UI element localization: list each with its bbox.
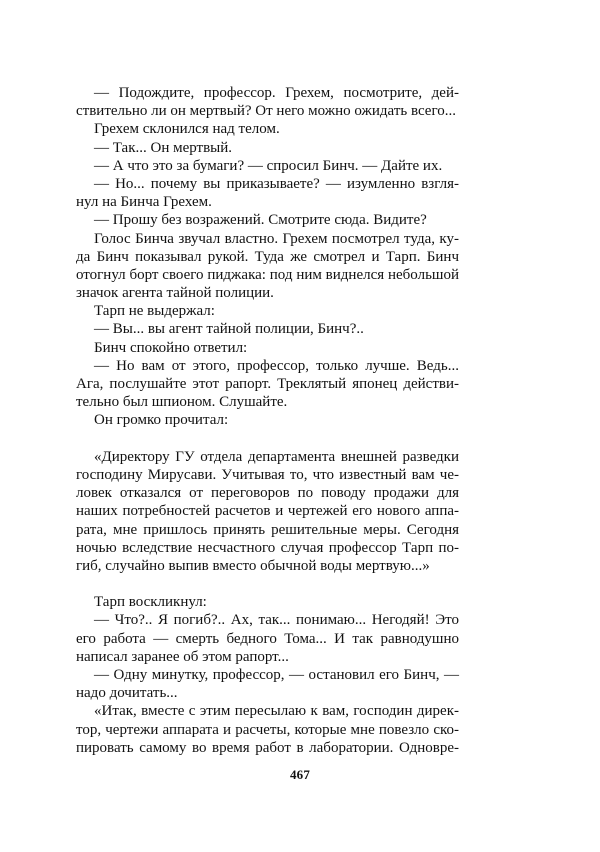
text-line: — Вы... вы агент тайной полиции, Бинч?.. — [94, 321, 364, 338]
text-line: Тарп воскликнул: — [94, 594, 207, 611]
text-line: — Одну минутку, профессор, — остановил его Бинч, — — [94, 667, 459, 683]
text-line: Тарп не выдержал: — [94, 303, 215, 320]
text-line: его работа — смерть бедного Тома... И так равнодушно — [76, 630, 459, 647]
text-line: да Бинч показывал рукой. Туда же смотрел и Тарп. Бинч — [76, 248, 459, 265]
text-line: нул на Бинча Грехем. — [76, 194, 212, 211]
text-line: — Но вам от этого, профессор, только лучше. Ведь... — [94, 357, 459, 374]
text-line: «Директору ГУ отдела департамента внешней разведки — [94, 448, 459, 465]
blank-line — [76, 575, 459, 593]
text-line: написал заранее об этом рапорт... — [76, 648, 289, 665]
text-line: Он громко прочитал: — [94, 412, 229, 429]
text-line: гиб, случайно выпив вместо обычной воды мертвую...» — [76, 557, 430, 574]
text-line: ночью вследствие несчастного случая профессор Тарп по- — [76, 539, 459, 556]
text-line: отогнул борт своего пиджака: под ним виднелся небольшой — [76, 266, 459, 283]
text-line: — Но... почему вы приказываете? — изумленно взгля- — [94, 175, 459, 192]
text-line: Бинч спокойно ответил: — [94, 339, 248, 356]
blank-line — [76, 430, 459, 448]
text-line: — Прошу без возражений. Смотрите сюда. Видите? — [94, 212, 427, 229]
text-line: — А что это за бумаги? — спросил Бинч. — Дайте их. — [94, 157, 443, 174]
text-line: наших потребностей расчетов и чертежей его нового аппа- — [76, 503, 459, 520]
text-line: значок агента тайной полиции. — [76, 285, 274, 302]
text-line: господину Мирусави. Учитывая то, что известный вам че- — [76, 466, 459, 483]
text-line: ловек отказался от переговоров по поводу продажи для — [76, 485, 459, 502]
text-line: Грехем склонился над телом. — [94, 121, 280, 138]
text-line: тор, чертежи аппарата и расчеты, которые мне повезло ско- — [76, 721, 459, 738]
text-line: ствительно ли он мертвый? От него можно ожидать всего... — [76, 103, 456, 120]
text-line: надо дочитать... — [76, 685, 178, 702]
text-line: — Подождите, профессор. Грехем, посмотрите, дей- — [94, 85, 459, 101]
text-line: пировать самому во время работ в лаборатории. Одновре- — [76, 739, 459, 756]
text-line: — Так... Он мертвый. — [94, 139, 233, 156]
text-line: тельно был шпионом. Слушайте. — [76, 394, 288, 411]
text-line: «Итак, вместе с этим пересылаю к вам, господин дирек- — [94, 703, 459, 720]
text-line: рата, мне пришлось принять решительные меры. Сегодня — [76, 521, 459, 538]
body-text — [76, 84, 459, 757]
text-line: — Что?.. Я погиб?.. Ах, так... понимаю... Негодяй! Это — [94, 612, 459, 629]
text-line: Ага, послушайте этот рапорт. Треклятый японец действи- — [76, 376, 459, 392]
text-line: Голос Бинча звучал властно. Грехем посмотрел туда, ку- — [94, 230, 459, 247]
page-number: 467 — [289, 767, 311, 782]
